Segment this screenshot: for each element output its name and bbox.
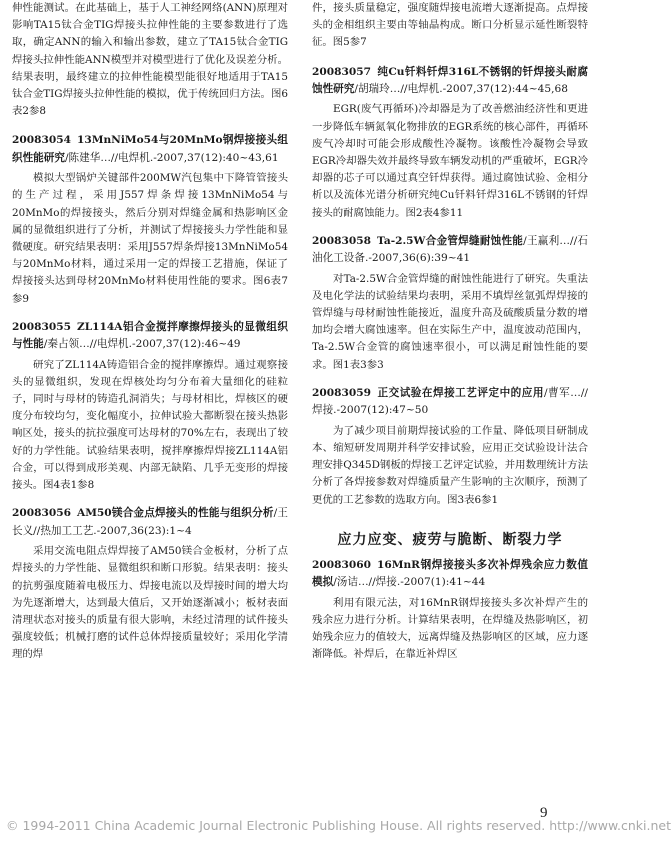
entry-source: /胡瑞玲…//电焊机.-2007,37(12):44~45,68 [354, 83, 568, 96]
abstract-entry [12, 319, 288, 494]
entry-id: 20083055 [12, 320, 71, 333]
entry-header [12, 505, 288, 540]
entry-id: 20083058 [312, 234, 371, 247]
page-number: 9 [540, 805, 548, 821]
section-heading: 应力应变、疲劳与脆断、断裂力学 [337, 531, 563, 548]
entry-abstract: 为了减少项目前期焊接试验的工作量、降低项目研制成本、缩短研发周期并科学安排试验，应用正交试验设计法合理安排Q345D钢板的焊接工艺评定试验，并用数理统计方法分析了各焊接参数对焊缝质量产生影响的主次顺序，预测了更优的工艺参数的选取方向。图3表6参1 [312, 424, 588, 506]
abstract-entry [12, 132, 288, 307]
abstract-entry [12, 505, 288, 663]
entry-source: /汤诘…//焊接.-2007(1):41~44 [333, 576, 486, 589]
entry-source: /王长义//热加工工艺.-2007,36(23):1~4 [12, 507, 288, 537]
continuation-paragraph: 件，接头质量稳定，强度随焊接电流增大逐渐提高。点焊接头的金相组织主要由等轴晶构成。断口分析显示延性断裂特征。图5参7 [312, 2, 588, 49]
entry-header [312, 557, 588, 592]
entry-id: 20083057 [312, 65, 371, 78]
entry-source: /陈建华…//电焊机.-2007,37(12):40~43,61 [64, 151, 279, 164]
abstract-entry [312, 385, 588, 509]
abstract-entry [312, 233, 588, 374]
entry-source: /王赢利…//石油化工设备.-2007,36(6):39~41 [312, 234, 588, 265]
entry-source: /秦占领…//电焊机.-2007,37(12):46~49 [43, 338, 241, 351]
abstract-entry [312, 557, 588, 664]
entry-abstract: 模拟大型锅炉关键部件200MW汽包集中下降管管接头的生产过程，采用J557焊条焊接13MnNiMo54与20MnMo的焊接接头，然后分别对焊缝金属和热影响区金属的显微组织进行了分析，并测试了焊接接头力学性能和显微硬度。研究结果表明：采用J557焊条焊接13MnNiMo54与20MnMo材料，通过采用一定的焊接工艺措施，保证了焊接接头达到母材20MnMo材料使用性能的要求。图6表7参9 [12, 172, 288, 305]
entry-title: 纯Cu钎料钎焊316L不锈钢的钎焊接头耐腐蚀性研究 [312, 65, 588, 96]
left-column [12, 0, 288, 664]
entry-header [312, 233, 588, 268]
entry-abstract: 利用有限元法，对16MnR钢焊接接头多次补焊产生的残余应力进行分析。计算结果表明，在焊缝及热影响区，初始残余应力的值较大，远离焊缝及热影响区的区域，应力逐渐降低。补焊后，在靠近补焊区 [312, 596, 588, 661]
entry-title: 13MnNiMo54与20MnMo钢焊接接头组织性能研究 [12, 134, 288, 164]
entry-title: ZL114A铝合金搅拌摩擦焊接头的显微组织与性能 [12, 320, 288, 351]
entry-id: 20083059 [312, 386, 371, 399]
entry-id: 20083060 [312, 558, 371, 571]
entry-title: 16MnR钢焊接接头多次补焊残余应力数值模拟 [312, 558, 588, 589]
copyright-footer: © 1994-2011 China Academic Journal Electronic Publishing House. All rights reserved. http://www.cnki.net [6, 818, 671, 833]
entry-header [12, 132, 288, 167]
abstract-entry [312, 64, 588, 222]
entry-abstract: 研究了ZL114A铸造铝合金的搅拌摩擦焊。通过观察接头的显微组织，发现在焊核处均匀分布着大量细化的硅粒子，同时与母材的铸造孔洞消失；与母材相比，焊核区的硬度分布较均匀，变化幅度小，拉伸试验大都断裂在接头热影响区处，接头的抗拉强度可达母材的70%左右，表现出了较好的力学性能。试验结果表明，搅拌摩擦焊焊接ZL114A铝合金，可以得到成形美观、内部无缺陷、几乎无变形的焊接接头。图4表1参8 [12, 358, 288, 492]
entry-header [12, 319, 288, 354]
entry-abstract: 采用交流电阻点焊焊接了AM50镁合金板材，分析了点焊接头的力学性能、显微组织和断口形貌。结果表明：接头的抗剪强度随着电极压力、焊接电流以及焊接时间的增大均为先逐渐增大，达到最大值后，又开始逐渐减小；板材表面清理状态对接头的质量有很大影响，未经过清理的试件接头强度较低；机械打磨的试件总体焊接质量较好；采用化学清理的焊 [12, 545, 288, 661]
entry-source: /曹军…//焊接.-2007(12):47~50 [312, 386, 588, 417]
entry-id: 20083056 [12, 507, 71, 520]
entry-title: 正交试验在焊接工艺评定中的应用 [376, 386, 544, 399]
entry-header [312, 64, 588, 99]
entry-abstract: EGR(废气再循环)冷却器是为了改善燃油经济性和更进一步降低车辆氮氧化物排放的EGR系统的核心部件，再循环废气冷却时可能会形成酸性冷凝物。该酸性冷凝物会导致EGR冷却器失效并最终导致车辆发动机的严重破坏，EGR冷却器的芯子可以通过真空钎焊获得。通过腐蚀试验、金相分析以及流体光谱分析研究纯Cu钎料钎焊316L不锈钢的钎焊接头的耐腐蚀能力。图2表4参11 [312, 103, 589, 219]
entry-title: AM50镁合金点焊接头的性能与组织分析 [76, 507, 274, 520]
entry-id: 20083054 [12, 134, 71, 147]
intro-paragraph: 伸性能测试。在此基础上，基于人工神经网络(ANN)原理对影响TA15钛合金TIG焊接头拉伸性能的主要参数进行了选取，确定ANN的输入和输出参数，建立了TA15钛合金TIG焊接头拉伸性能ANN模型并对模型进行了优化及误差分析。结果表明，最终建立的拉伸性能模型能很好地适用于TA15钛合金TIG焊接头拉伸性能的模拟，优于传统回归方法。图6表2参8 [12, 2, 288, 118]
entry-header [312, 385, 588, 420]
right-column [312, 0, 588, 663]
entry-title: Ta-2.5W合金管焊缝耐蚀性能 [376, 234, 524, 247]
entry-abstract: 对Ta-2.5W合金管焊缝的耐蚀性能进行了研究。失重法及电化学法的试验结果均表明，采用不填焊丝氩弧焊焊接的管焊缝与母材耐蚀性能接近，温度升高及硫酸质量分数的增加均会增大腐蚀速率。但在实际生产中，温度波动范围内，Ta-2.5W合金管的腐蚀速率很小，可以满足耐蚀性能的要求。图1表3参3 [312, 272, 588, 371]
